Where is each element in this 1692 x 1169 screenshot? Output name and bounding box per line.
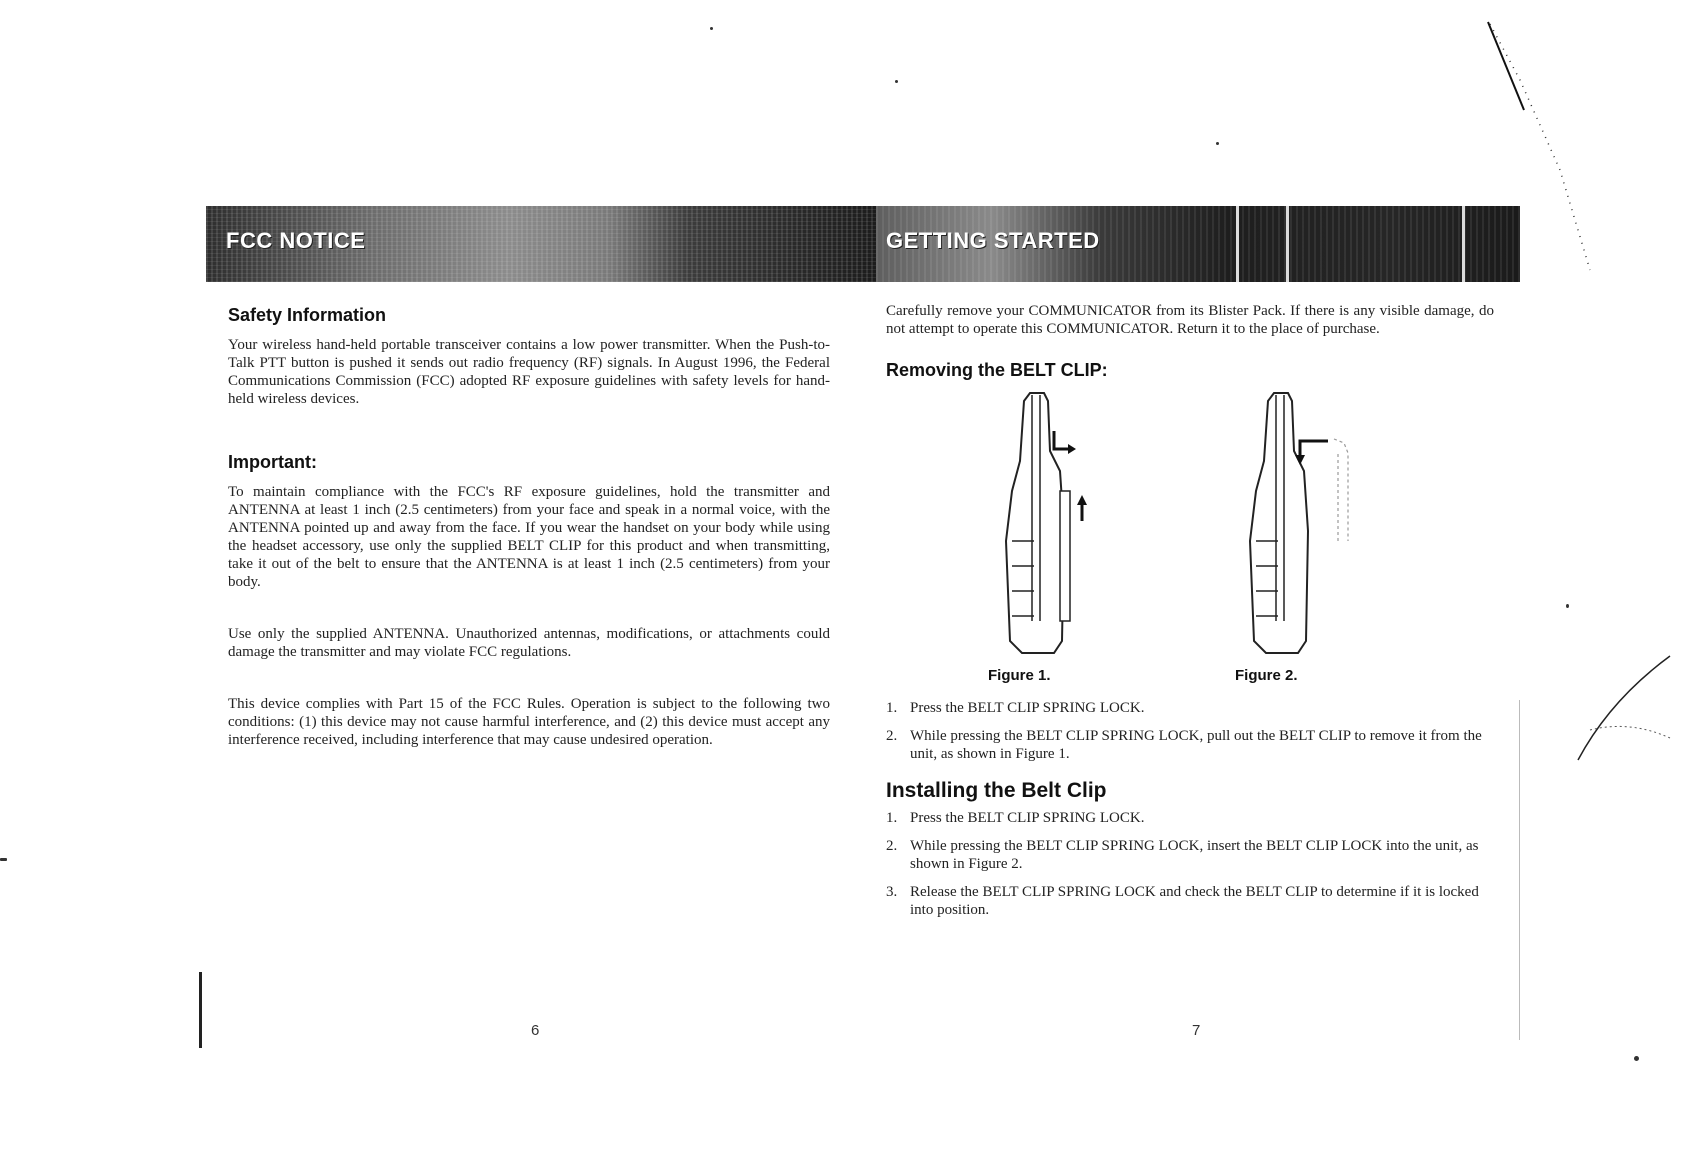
banner-divider: [1286, 206, 1289, 282]
scan-speck: [895, 80, 898, 83]
figure-2-caption: Figure 2.: [1235, 667, 1298, 684]
important-paragraph-2: Use only the supplied ANTENNA. Unauthorized antennas, modifications, or attachments could damage the transmitter and may violate FCC regulations.: [228, 626, 830, 660]
scan-corner-curve-icon: [1570, 650, 1680, 770]
list-item: 1. Press the BELT CLIP SPRING LOCK.: [886, 810, 1145, 826]
important-paragraph-3: This device complies with Part 15 of the FCC Rules. Operation is subject to the following two conditions: (1) this device may not cause harmful interference, and (2) this device must accept any interference received, including interference that may cause undesired operation.: [228, 696, 830, 748]
removing-steps-list: [886, 699, 1494, 763]
list-item: 3. Release the BELT CLIP SPRING LOCK and check the BELT CLIP to determine if it is locked into position.: [886, 884, 1479, 918]
figures: [886, 391, 1494, 691]
figure-1-caption: Figure 1.: [988, 667, 1051, 684]
right-page-column: [886, 302, 1494, 929]
scan-edge-stroke-icon: [1480, 20, 1600, 320]
intro-paragraph: Carefully remove your COMMUNICATOR from its Blister Pack. If there is any visible damage, do not attempt to operate this COMMUNICATOR. Return it to the place of purchase.: [886, 303, 1494, 337]
important-paragraph-1: To maintain compliance with the FCC's RF exposure guidelines, hold the transmitter and ANTENNA at least 1 inch (2.5 centimeters) from your face and speak in a normal voice, with the ANTENNA pointed up and away from the face. If you wear the handset on your body while using the headset accessory, use only the supplied BELT CLIP for this product and when transmitting, take it out of the belt to ensure that the ANTENNA is at least 1 inch (2.5 centimeters) from your body.: [228, 484, 830, 590]
scan-speck: [1216, 142, 1219, 145]
scan-margin-line: [199, 972, 202, 1048]
scan-speck: [0, 858, 7, 861]
list-item: 1. Press the BELT CLIP SPRING LOCK.: [886, 700, 1145, 716]
scan-speck: [710, 27, 713, 30]
list-item: 2. While pressing the BELT CLIP SPRING LOCK, insert the BELT CLIP LOCK into the unit, as shown in Figure 2.: [886, 838, 1479, 872]
fcc-notice-title: FCC NOTICE: [226, 228, 366, 253]
page-number-left: 6: [531, 1022, 540, 1039]
important-heading: Important:: [228, 452, 317, 472]
installing-steps-list: [886, 809, 1494, 919]
removing-belt-clip-heading: Removing the BELT CLIP:: [886, 360, 1108, 380]
banner-divider: [1462, 206, 1465, 282]
fcc-notice-banner: [206, 206, 876, 282]
scan-speck: [1634, 1056, 1639, 1061]
getting-started-title: GETTING STARTED: [886, 228, 1100, 253]
scan-fold-line: [1519, 700, 1520, 1040]
walkie-talkie-figure-2-icon: [1238, 391, 1368, 661]
banner-divider: [1236, 206, 1239, 282]
safety-information-body: Your wireless hand-held portable transceiver contains a low power transmitter. When the Push-to-Talk PTT button is pushed it sends out radio frequency (RF) signals. In August 1996, the Federal Communications Commission (FCC) adopted RF exposure guidelines with safety levels for hand-held wireless devices.: [228, 337, 830, 407]
scan-speck: [1566, 604, 1569, 608]
getting-started-banner: [876, 206, 1520, 282]
walkie-talkie-figure-1-icon: [994, 391, 1104, 661]
list-item: 2. While pressing the BELT CLIP SPRING LOCK, pull out the BELT CLIP to remove it from the unit, as shown in Figure 1.: [886, 728, 1482, 762]
installing-belt-clip-heading: Installing the Belt Clip: [886, 779, 1107, 802]
safety-information-heading: Safety Information: [228, 305, 387, 325]
page-number-right: 7: [1192, 1022, 1201, 1039]
left-page-column: [228, 305, 830, 749]
